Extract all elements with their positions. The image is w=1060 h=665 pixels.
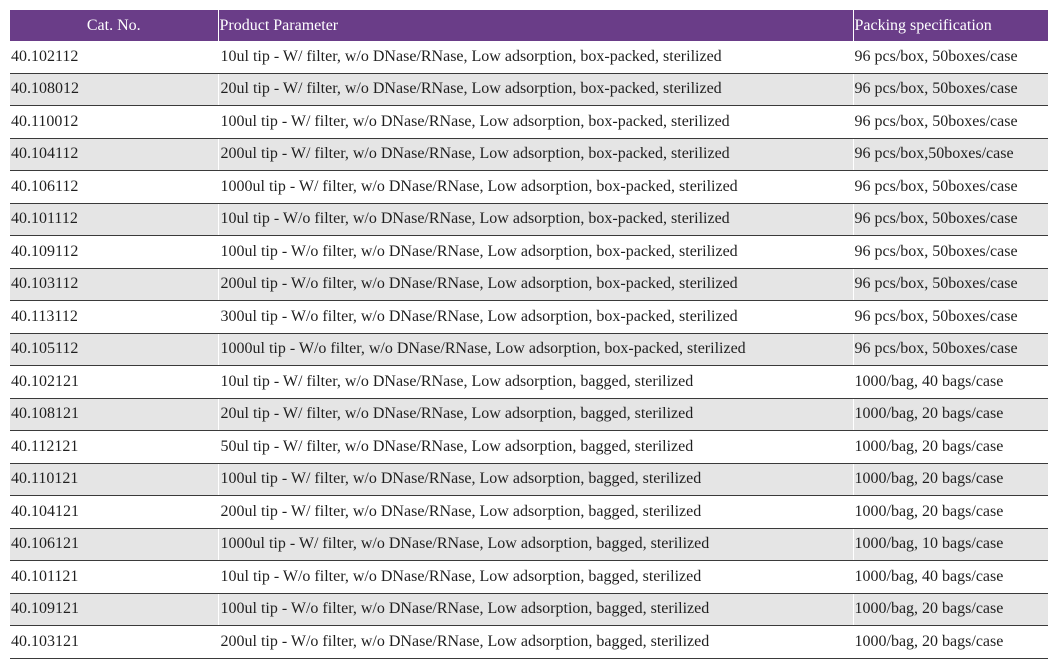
table-row	[10, 171, 1048, 204]
table-row	[10, 398, 1048, 431]
cell-product-parameter: 200ul tip - W/ filter, w/o DNase/RNase, Low adsorption, bagged, sterilized	[218, 496, 853, 529]
cell-packing-specification: 96 pcs/box, 50boxes/case	[853, 333, 1048, 366]
cell-cat-no: 40.101121	[10, 561, 218, 594]
cell-cat-no: 40.102112	[10, 41, 218, 73]
cell-packing-specification: 1000/bag, 10 bags/case	[853, 528, 1048, 561]
cell-packing-specification: 96 pcs/box, 50boxes/case	[853, 268, 1048, 301]
cell-cat-no: 40.103112	[10, 268, 218, 301]
cell-product-parameter: 100ul tip - W/ filter, w/o DNase/RNase, Low adsorption, bagged, sterilized	[218, 463, 853, 496]
cell-packing-specification: 96 pcs/box, 50boxes/case	[853, 73, 1048, 106]
cell-product-parameter: 10ul tip - W/o filter, w/o DNase/RNase, Low adsorption, box-packed, sterilized	[218, 203, 853, 236]
table-row	[10, 496, 1048, 529]
cell-cat-no: 40.110012	[10, 106, 218, 139]
cell-cat-no: 40.109121	[10, 593, 218, 626]
cell-product-parameter: 200ul tip - W/o filter, w/o DNase/RNase, Low adsorption, bagged, sterilized	[218, 626, 853, 659]
cell-product-parameter: 10ul tip - W/ filter, w/o DNase/RNase, Low adsorption, box-packed, sterilized	[218, 41, 853, 73]
table-body	[10, 41, 1048, 658]
cell-packing-specification: 1000/bag, 40 bags/case	[853, 561, 1048, 594]
header-product-parameter: Product Parameter	[218, 10, 853, 41]
cell-packing-specification: 1000/bag, 20 bags/case	[853, 463, 1048, 496]
product-table	[10, 10, 1048, 659]
cell-packing-specification: 96 pcs/box, 50boxes/case	[853, 106, 1048, 139]
cell-cat-no: 40.110121	[10, 463, 218, 496]
cell-packing-specification: 1000/bag, 20 bags/case	[853, 496, 1048, 529]
cell-packing-specification: 96 pcs/box, 50boxes/case	[853, 41, 1048, 73]
cell-cat-no: 40.106121	[10, 528, 218, 561]
header-row	[10, 10, 1048, 41]
cell-product-parameter: 50ul tip - W/ filter, w/o DNase/RNase, Low adsorption, bagged, sterilized	[218, 431, 853, 464]
table-row	[10, 138, 1048, 171]
cell-packing-specification: 96 pcs/box, 50boxes/case	[853, 236, 1048, 269]
cell-cat-no: 40.102121	[10, 366, 218, 399]
table-row	[10, 626, 1048, 659]
table-row	[10, 431, 1048, 464]
cell-product-parameter: 1000ul tip - W/ filter, w/o DNase/RNase, Low adsorption, bagged, sterilized	[218, 528, 853, 561]
cell-product-parameter: 100ul tip - W/o filter, w/o DNase/RNase, Low adsorption, box-packed, sterilized	[218, 236, 853, 269]
cell-product-parameter: 10ul tip - W/o filter, w/o DNase/RNase, Low adsorption, bagged, sterilized	[218, 561, 853, 594]
cell-cat-no: 40.104112	[10, 138, 218, 171]
table-row	[10, 106, 1048, 139]
product-table-container	[10, 10, 1048, 659]
cell-packing-specification: 96 pcs/box,50boxes/case	[853, 138, 1048, 171]
cell-packing-specification: 96 pcs/box, 50boxes/case	[853, 171, 1048, 204]
cell-product-parameter: 20ul tip - W/ filter, w/o DNase/RNase, Low adsorption, box-packed, sterilized	[218, 73, 853, 106]
table-row	[10, 41, 1048, 73]
cell-packing-specification: 1000/bag, 20 bags/case	[853, 431, 1048, 464]
cell-packing-specification: 1000/bag, 20 bags/case	[853, 626, 1048, 659]
header-cat-no: Cat. No.	[10, 10, 218, 41]
cell-product-parameter: 300ul tip - W/o filter, w/o DNase/RNase, Low adsorption, box-packed, sterilized	[218, 301, 853, 334]
table-header	[10, 10, 1048, 41]
cell-packing-specification: 1000/bag, 20 bags/case	[853, 593, 1048, 626]
table-row	[10, 301, 1048, 334]
cell-product-parameter: 1000ul tip - W/o filter, w/o DNase/RNase, Low adsorption, box-packed, sterilized	[218, 333, 853, 366]
cell-product-parameter: 200ul tip - W/o filter, w/o DNase/RNase, Low adsorption, box-packed, sterilized	[218, 268, 853, 301]
cell-product-parameter: 1000ul tip - W/ filter, w/o DNase/RNase, Low adsorption, box-packed, sterilized	[218, 171, 853, 204]
cell-cat-no: 40.108012	[10, 73, 218, 106]
cell-packing-specification: 1000/bag, 20 bags/case	[853, 398, 1048, 431]
table-row	[10, 203, 1048, 236]
cell-cat-no: 40.104121	[10, 496, 218, 529]
cell-cat-no: 40.113112	[10, 301, 218, 334]
header-packing-specification: Packing specification	[853, 10, 1048, 41]
table-row	[10, 593, 1048, 626]
table-row	[10, 73, 1048, 106]
table-row	[10, 463, 1048, 496]
cell-cat-no: 40.103121	[10, 626, 218, 659]
table-row	[10, 528, 1048, 561]
cell-cat-no: 40.112121	[10, 431, 218, 464]
table-row	[10, 268, 1048, 301]
cell-packing-specification: 96 pcs/box, 50boxes/case	[853, 203, 1048, 236]
cell-product-parameter: 10ul tip - W/ filter, w/o DNase/RNase, Low adsorption, bagged, sterilized	[218, 366, 853, 399]
cell-product-parameter: 100ul tip - W/o filter, w/o DNase/RNase, Low adsorption, bagged, sterilized	[218, 593, 853, 626]
cell-cat-no: 40.108121	[10, 398, 218, 431]
cell-packing-specification: 96 pcs/box, 50boxes/case	[853, 301, 1048, 334]
cell-cat-no: 40.109112	[10, 236, 218, 269]
table-row	[10, 333, 1048, 366]
cell-product-parameter: 20ul tip - W/ filter, w/o DNase/RNase, Low adsorption, bagged, sterilized	[218, 398, 853, 431]
cell-cat-no: 40.105112	[10, 333, 218, 366]
cell-cat-no: 40.106112	[10, 171, 218, 204]
cell-packing-specification: 1000/bag, 40 bags/case	[853, 366, 1048, 399]
table-row	[10, 236, 1048, 269]
cell-product-parameter: 200ul tip - W/ filter, w/o DNase/RNase, Low adsorption, box-packed, sterilized	[218, 138, 853, 171]
table-row	[10, 366, 1048, 399]
cell-product-parameter: 100ul tip - W/ filter, w/o DNase/RNase, Low adsorption, box-packed, sterilized	[218, 106, 853, 139]
table-row	[10, 561, 1048, 594]
cell-cat-no: 40.101112	[10, 203, 218, 236]
